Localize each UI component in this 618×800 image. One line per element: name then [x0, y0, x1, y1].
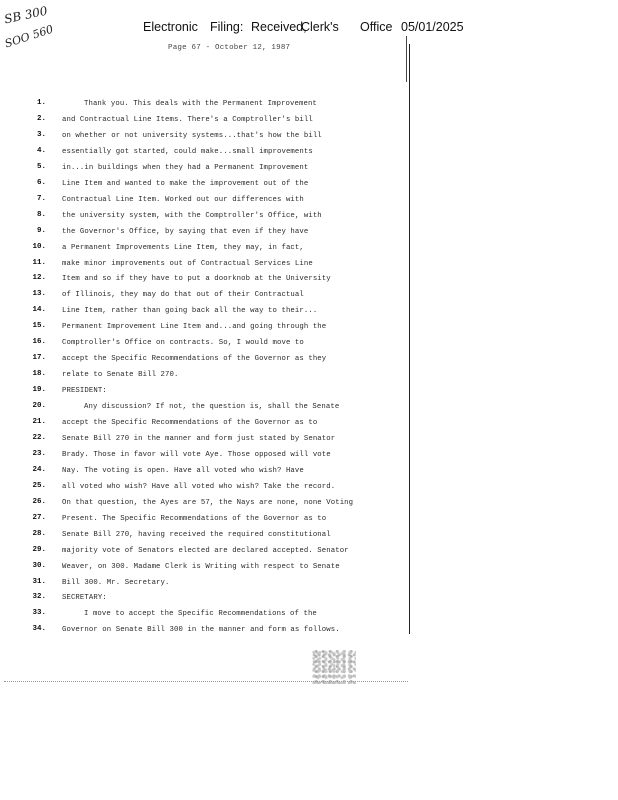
line-number: 15.	[32, 322, 46, 331]
scan-smudge	[312, 650, 356, 684]
transcript-line: Senate Bill 270, having received the required constitutional	[62, 530, 331, 539]
line-number: 6.	[36, 178, 46, 187]
line-number: 9.	[36, 226, 46, 235]
line-number: 3.	[36, 130, 46, 139]
transcript-line: and Contractual Line Items. There's a Comptroller's bill	[62, 115, 313, 124]
line-number: 12.	[32, 274, 46, 283]
line-number: 34.	[32, 625, 46, 634]
line-number: 30.	[32, 561, 46, 570]
line-number: 4.	[36, 146, 46, 155]
line-number: 16.	[32, 338, 46, 347]
transcript-line: Contractual Line Item. Worked out our differences with	[62, 195, 304, 204]
line-number: 31.	[32, 577, 46, 586]
header-office: Office	[360, 20, 393, 34]
transcript-line: Item and so if they have to put a doorknob at the University	[62, 275, 331, 284]
transcript-line: Line Item and wanted to make the improvement out of the	[62, 179, 309, 188]
margin-rule-top	[406, 36, 407, 82]
line-number: 10.	[32, 242, 46, 251]
line-number: 27.	[32, 513, 46, 522]
transcript-line: relate to Senate Bill 270.	[62, 371, 179, 380]
transcript-line: majority vote of Senators elected are declared accepted. Senator	[62, 546, 349, 555]
transcript-line: in...in buildings when they had a Permanent Improvement	[62, 163, 309, 172]
header-electronic: Electronic	[143, 20, 198, 34]
transcript-line: Nay. The voting is open. Have all voted who wish? Have	[62, 466, 304, 475]
transcript-line: of Illinois, they may do that out of their Contractual	[62, 291, 304, 300]
line-number: 18.	[32, 370, 46, 379]
transcript-line: accept the Specific Recommendations of the Governor as to	[62, 419, 318, 427]
line-number: 24.	[32, 465, 46, 474]
transcript-page-heading: Page 67 - October 12, 1987	[168, 44, 291, 52]
transcript-line: on whether or not university systems...that's how the bill	[62, 131, 322, 140]
line-number: 21.	[32, 418, 46, 426]
line-number: 28.	[32, 529, 46, 538]
transcript-line: Comptroller's Office on contracts. So, I would move to	[62, 339, 304, 348]
line-number: 32.	[32, 593, 46, 602]
transcript-line: Line Item, rather than going back all the way to their...	[62, 307, 318, 316]
line-number: 25.	[32, 481, 46, 490]
line-number: 23.	[32, 449, 46, 458]
line-number: 5.	[36, 162, 46, 171]
line-number: 11.	[32, 258, 46, 267]
line-number: 13.	[32, 290, 46, 299]
transcript-line: Brady. Those in favor will vote Aye. Those opposed will vote	[62, 450, 331, 459]
handwritten-annotation-bottom: SOO 560	[3, 22, 55, 51]
transcript-line: all voted who wish? Have all voted who wish? Take the record.	[62, 482, 336, 491]
scan-bottom-edge	[4, 681, 408, 682]
line-number: 2.	[36, 114, 46, 123]
line-number: 7.	[36, 194, 46, 203]
transcript-line: On that question, the Ayes are 57, the Nays are none, none Voting	[62, 498, 354, 507]
line-number: 20.	[32, 402, 46, 411]
line-number: 26.	[32, 497, 46, 506]
transcript-line: essentially got started, could make...small improvements	[62, 147, 313, 156]
line-number: 19.	[32, 386, 46, 395]
line-number: 22.	[32, 433, 46, 442]
header-date: 05/01/2025	[401, 20, 464, 34]
transcript-line: Bill 300. Mr. Secretary.	[62, 578, 170, 587]
transcript-line: the university system, with the Comptroller's Office, with	[62, 211, 322, 220]
transcript-line: PRESIDENT:	[62, 387, 107, 396]
transcript-line: Senate Bill 270 in the manner and form just stated by Senator	[62, 434, 336, 443]
header-received: Received,	[251, 20, 307, 34]
line-number: 17.	[32, 354, 46, 363]
transcript-line: Any discussion? If not, the question is, shall the Senate	[84, 403, 340, 412]
transcript-line: I move to accept the Specific Recommendations of the	[84, 610, 317, 619]
line-number: 33.	[32, 609, 46, 618]
margin-rule	[409, 44, 410, 634]
transcript-line: Present. The Specific Recommendations of the Governor as to	[62, 514, 327, 523]
line-number: 29.	[32, 545, 46, 554]
transcript-line: SECRETARY:	[62, 594, 107, 603]
transcript-line: Governor on Senate Bill 300 in the manner and form as follows.	[62, 626, 340, 635]
line-number: 14.	[32, 306, 46, 315]
header-filing: Filing:	[210, 20, 244, 34]
transcript-line: the Governor's Office, by saying that even if they have	[62, 227, 309, 236]
transcript-line: accept the Specific Recommendations of the Governor as they	[62, 355, 327, 364]
transcript-line: a Permanent Improvements Line Item, they may, in fact,	[62, 243, 304, 252]
transcript-line: Weaver, on 300. Madame Clerk is Writing with respect to Senate	[62, 562, 340, 571]
line-number: 1.	[36, 99, 46, 107]
transcript-line: Permanent Improvement Line Item and...and going through the	[62, 323, 327, 332]
transcript-line: Thank you. This deals with the Permanent Improvement	[84, 100, 317, 108]
header-clerks: Clerk's	[301, 20, 339, 34]
transcript-line: make minor improvements out of Contractual Services Line	[62, 259, 313, 268]
handwritten-annotation-top: SB 300	[3, 3, 49, 27]
line-number: 8.	[36, 210, 46, 219]
